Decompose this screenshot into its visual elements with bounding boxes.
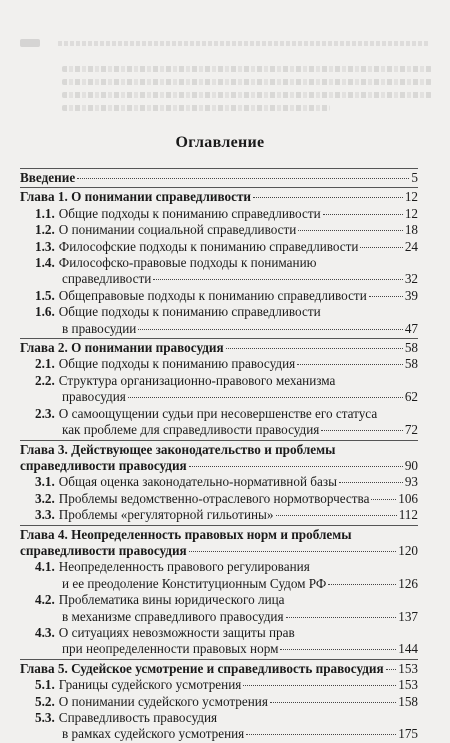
entry-title-line: Глава 3. Действующее законодательство и проблемы xyxy=(20,441,336,457)
page-number: 47 xyxy=(404,320,418,336)
page-number: 158 xyxy=(398,693,418,709)
entry-title: Введение xyxy=(20,170,76,185)
toc-section xyxy=(20,592,418,625)
section-number: 1.1. xyxy=(35,205,55,221)
dot-leader xyxy=(243,685,396,686)
dot-leader xyxy=(286,617,397,618)
section-number: 1.5. xyxy=(35,287,55,303)
section-number: 4.2. xyxy=(35,592,55,608)
page-number: 120 xyxy=(398,542,418,558)
toc-section xyxy=(20,206,418,222)
toc-chapter xyxy=(20,187,418,205)
entry-title: справедливости правосудия xyxy=(20,457,187,473)
entry-title-line: Структура организационно-правового механизма xyxy=(58,372,336,388)
page-number: 112 xyxy=(398,507,418,523)
toc-section xyxy=(20,373,418,406)
dot-leader xyxy=(138,329,402,330)
page-number: 93 xyxy=(404,474,418,490)
entry-title: и ее преодоление Конституционным Судом РФ xyxy=(62,575,327,591)
section-number: 3.3. xyxy=(35,507,55,523)
dot-leader xyxy=(128,397,403,398)
toc-section xyxy=(20,625,418,658)
toc-section xyxy=(20,304,418,337)
toc-section xyxy=(20,559,418,592)
section-number: 1.6. xyxy=(35,304,55,320)
page-number: 153 xyxy=(398,677,418,693)
section-number: 5.2. xyxy=(35,693,55,709)
toc-chapter xyxy=(20,338,418,356)
page-number: 153 xyxy=(398,660,418,676)
entry-title: правосудия xyxy=(62,389,126,405)
dot-leader xyxy=(369,296,403,297)
toc-section xyxy=(20,710,418,743)
dot-leader xyxy=(328,584,396,585)
dot-leader xyxy=(226,348,403,349)
section-number: 3.1. xyxy=(35,474,55,490)
bleed-through-text xyxy=(0,0,450,120)
section-number: 3.2. xyxy=(35,490,55,506)
section-number: 4.1. xyxy=(35,559,55,575)
entry-title: 3.1. Общая оценка законодательно-нормативной базы xyxy=(35,474,337,490)
entry-title: 3.2. Проблемы ведомственно-отраслевого нормотворчества xyxy=(35,490,370,506)
page-number: 90 xyxy=(404,457,418,473)
page-number: 12 xyxy=(404,189,418,205)
entry-title: при неопределенности правовых норм xyxy=(62,641,279,657)
entry-title-line: Проблематика вины юридического лица xyxy=(58,592,285,608)
dot-leader xyxy=(298,230,402,231)
dot-leader xyxy=(189,466,403,467)
page-number: 144 xyxy=(398,641,418,657)
entry-title: 1.3. Философские подходы к пониманию справедливости xyxy=(35,238,359,254)
toc-chapter xyxy=(20,168,418,186)
page-number: 39 xyxy=(404,287,418,303)
section-number: 2.2. xyxy=(35,372,55,388)
page-title: Оглавление xyxy=(175,134,265,151)
entry-title: 2.1. Общие подходы к пониманию правосудия xyxy=(35,356,296,372)
entry-title: справедливости правосудия xyxy=(20,542,187,558)
page-number: 137 xyxy=(398,608,418,624)
toc-section xyxy=(20,356,418,372)
section-number: 5.3. xyxy=(35,710,55,725)
section-number: 1.4. xyxy=(35,255,55,271)
page-number: 106 xyxy=(398,490,418,506)
page-number: 18 xyxy=(404,222,418,238)
toc-section xyxy=(20,255,418,288)
dot-leader xyxy=(360,247,402,248)
entry-title: 1.5. Общеправовые подходы к пониманию справедливости xyxy=(35,287,367,303)
dot-leader xyxy=(280,649,396,650)
section-number: 1.3. xyxy=(35,238,55,254)
toc-section xyxy=(20,288,418,304)
table-of-contents xyxy=(20,167,418,743)
dot-leader xyxy=(371,499,396,500)
toc-chapter xyxy=(20,659,418,677)
toc-section xyxy=(20,474,418,490)
toc-section xyxy=(20,507,418,523)
entry-title: в рамках судейского усмотрения xyxy=(62,726,245,742)
entry-title: 5.1. Границы судейского усмотрения xyxy=(35,677,242,693)
entry-title: Глава 1. О понимании справедливости xyxy=(20,189,252,205)
toc-section xyxy=(20,491,418,507)
entry-title: Глава 5. Судейское усмотрение и справедливость правосудия xyxy=(20,660,384,676)
toc-chapter xyxy=(20,440,418,475)
entry-title: как проблеме для справедливости правосудия xyxy=(62,422,320,438)
section-number: 5.1. xyxy=(35,677,55,693)
entry-title: 1.1. Общие подходы к пониманию справедливости xyxy=(35,205,321,221)
section-number: 1.2. xyxy=(35,222,55,238)
dot-leader xyxy=(246,734,396,735)
entry-title-line: Справедливость правосудия xyxy=(58,710,218,725)
dot-leader xyxy=(297,364,403,365)
entry-title-line: О самоощущении судьи при несовершенстве его статуса xyxy=(58,405,378,421)
toc-section xyxy=(20,694,418,710)
entry-title-line: Философско-правовые подходы к пониманию xyxy=(58,255,317,271)
entry-title-line: Глава 4. Неопределенность правовых норм и проблемы xyxy=(20,526,352,542)
dot-leader xyxy=(323,214,403,215)
section-number: 4.3. xyxy=(35,624,55,640)
entry-title: в механизме справедливого правосудия xyxy=(62,608,284,624)
toc-section xyxy=(20,222,418,238)
toc-section xyxy=(20,677,418,693)
dot-leader xyxy=(321,430,402,431)
section-number: 2.1. xyxy=(35,356,55,372)
page-number: 5 xyxy=(411,170,418,185)
dot-leader xyxy=(386,669,397,670)
entry-title: справедливости xyxy=(62,271,152,287)
entry-title-line: Неопределенность правового регулирования xyxy=(58,559,310,575)
section-number: 2.3. xyxy=(35,405,55,421)
entry-title: 3.3. Проблемы «регуляторной гильотины» xyxy=(35,507,274,523)
page-number: 12 xyxy=(404,205,418,221)
entry-title: 1.2. О понимании социальной справедливости xyxy=(35,222,297,238)
page-number: 58 xyxy=(404,340,418,356)
entry-title-line: Общие подходы к пониманию справедливости xyxy=(58,304,321,320)
dot-leader xyxy=(253,197,403,198)
dot-leader xyxy=(77,178,409,179)
page-number: 175 xyxy=(398,726,418,742)
page-number: 32 xyxy=(404,271,418,287)
dot-leader xyxy=(339,482,403,483)
entry-title: Глава 2. О понимании правосудия xyxy=(20,340,224,356)
toc-section xyxy=(20,406,418,439)
page-number: 126 xyxy=(398,575,418,591)
page-number: 62 xyxy=(404,389,418,405)
toc-section xyxy=(20,239,418,255)
toc-chapter xyxy=(20,525,418,560)
page-number: 72 xyxy=(404,422,418,438)
entry-title: в правосудии xyxy=(62,320,137,336)
dot-leader xyxy=(189,551,397,552)
entry-title-line: О ситуациях невозможности защиты прав xyxy=(58,624,295,640)
page-number: 24 xyxy=(404,238,418,254)
page-number: 58 xyxy=(404,356,418,372)
entry-title: 5.2. О понимании судейского усмотрения xyxy=(35,693,268,709)
dot-leader xyxy=(270,702,396,703)
dot-leader xyxy=(153,279,403,280)
dot-leader xyxy=(276,515,397,516)
